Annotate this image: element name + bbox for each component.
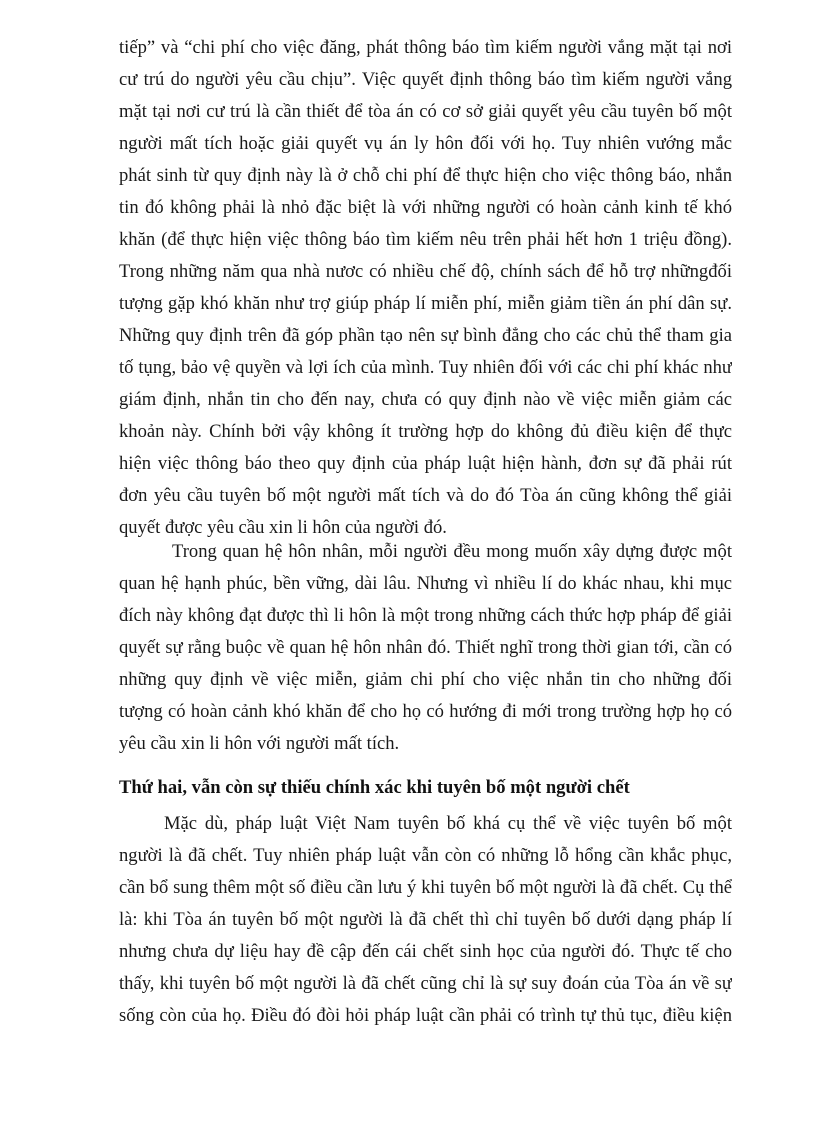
paragraph-line: khoản này. Chính bởi vậy không ít trường hợp do không đủ điều kiện để thực: [119, 421, 732, 442]
paragraph-line: tố tụng, bảo vệ quyền và lợi ích của mình. Tuy nhiên đối với các chi phí khác như: [119, 357, 732, 378]
paragraph-line: tin đó không phải là nhỏ đặc biệt là với những người có hoàn cảnh kinh tế khó: [119, 197, 732, 218]
paragraph-line: quan hệ hạnh phúc, bền vững, dài lâu. Nhưng vì nhiều lí do khác nhau, khi mục: [119, 573, 732, 594]
paragraph-line: Những quy định trên đã góp phần tạo nên sự bình đẳng cho các chủ thể tham gia: [119, 325, 732, 346]
paragraph-line: Trong những năm qua nhà nươc có nhiều chế độ, chính sách để hỗ trợ nhữngđối: [119, 261, 732, 282]
paragraph-line: khăn (để thực hiện việc thông báo tìm kiếm nêu trên phải hết hơn 1 triệu đồng).: [119, 229, 732, 250]
paragraph-line: nhưng chưa dự liệu hay đề cập đến cái chết sinh học của người đó. Thực tế cho: [119, 941, 732, 962]
paragraph-line: người là đã chết. Tuy nhiên pháp luật vẫn còn có những lỗ hổng cần khắc phục,: [119, 845, 732, 866]
paragraph-line: người mất tích hoặc giải quyết vụ án ly hôn đối với họ. Tuy nhiên vướng mắc: [119, 133, 732, 154]
paragraph-line: sống còn của họ. Điều đó đòi hỏi pháp luật cần phải có trình tự thủ tục, điều kiện: [119, 1005, 732, 1026]
paragraph-line: tượng có hoàn cảnh khó khăn để cho họ có hướng đi mới trong trường hợp họ có: [119, 701, 732, 722]
paragraph-line: phát sinh từ quy định này là ở chỗ chi phí để thực hiện cho việc thông báo, nhắn: [119, 165, 732, 186]
paragraph-line: quyết sự rằng buộc về quan hệ hôn nhân đó. Thiết nghĩ trong thời gian tới, cần có: [119, 637, 732, 658]
paragraph-line: những quy định về việc miễn, giảm chi phí cho việc nhắn tin cho những đối: [119, 669, 732, 690]
paragraph-line: Trong quan hệ hôn nhân, mỗi người đều mong muốn xây dựng được một: [172, 541, 732, 562]
paragraph-line: yêu cầu xin li hôn với người mất tích.: [119, 733, 400, 754]
paragraph-line: quyết được yêu cầu xin li hôn của người đó.: [119, 517, 447, 538]
paragraph-line: cần bổ sung thêm một số điều cần lưu ý khi tuyên bố một người là đã chết. Cụ thể: [119, 877, 732, 898]
paragraph-line: tiếp” và “chi phí cho việc đăng, phát thông báo tìm kiếm người vắng mặt tại nơi: [119, 37, 732, 58]
paragraph-line: mặt tại nơi cư trú là cần thiết để tòa án có cơ sở giải quyết yêu cầu tuyên bố một: [119, 101, 732, 122]
paragraph-line: giám định, nhắn tin cho đến nay, chưa có quy định nào về việc miễn giảm các: [119, 389, 732, 410]
paragraph-line: Mặc dù, pháp luật Việt Nam tuyên bố khá cụ thể về việc tuyên bố một: [164, 813, 732, 834]
section-heading: Thứ hai, vẫn còn sự thiếu chính xác khi tuyên bố một người chết: [119, 777, 630, 798]
paragraph-line: hiện việc thông báo theo quy định của pháp luật hiện hành, đơn sự đã phải rút: [119, 453, 732, 474]
paragraph-line: tượng gặp khó khăn như trợ giúp pháp lí miễn phí, miễn giảm tiền án phí dân sự.: [119, 293, 732, 314]
paragraph-line: thấy, khi tuyên bố một người là đã chết cũng chỉ là sự suy đoán của Tòa án về sự: [119, 973, 732, 994]
paragraph-line: đơn yêu cầu tuyên bố một người mất tích và do đó Tòa án cũng không thể giải: [119, 485, 732, 506]
paragraph-line: là: khi Tòa án tuyên bố một người là đã chết thì chỉ tuyên bố dưới dạng pháp lí: [119, 909, 732, 930]
paragraph-line: đích này không đạt được thì li hôn là một trong những cách thức hợp pháp để giải: [119, 605, 732, 626]
paragraph-line: cư trú do người yêu cầu chịu”. Việc quyết định thông báo tìm kiếm người vắng: [119, 69, 732, 90]
